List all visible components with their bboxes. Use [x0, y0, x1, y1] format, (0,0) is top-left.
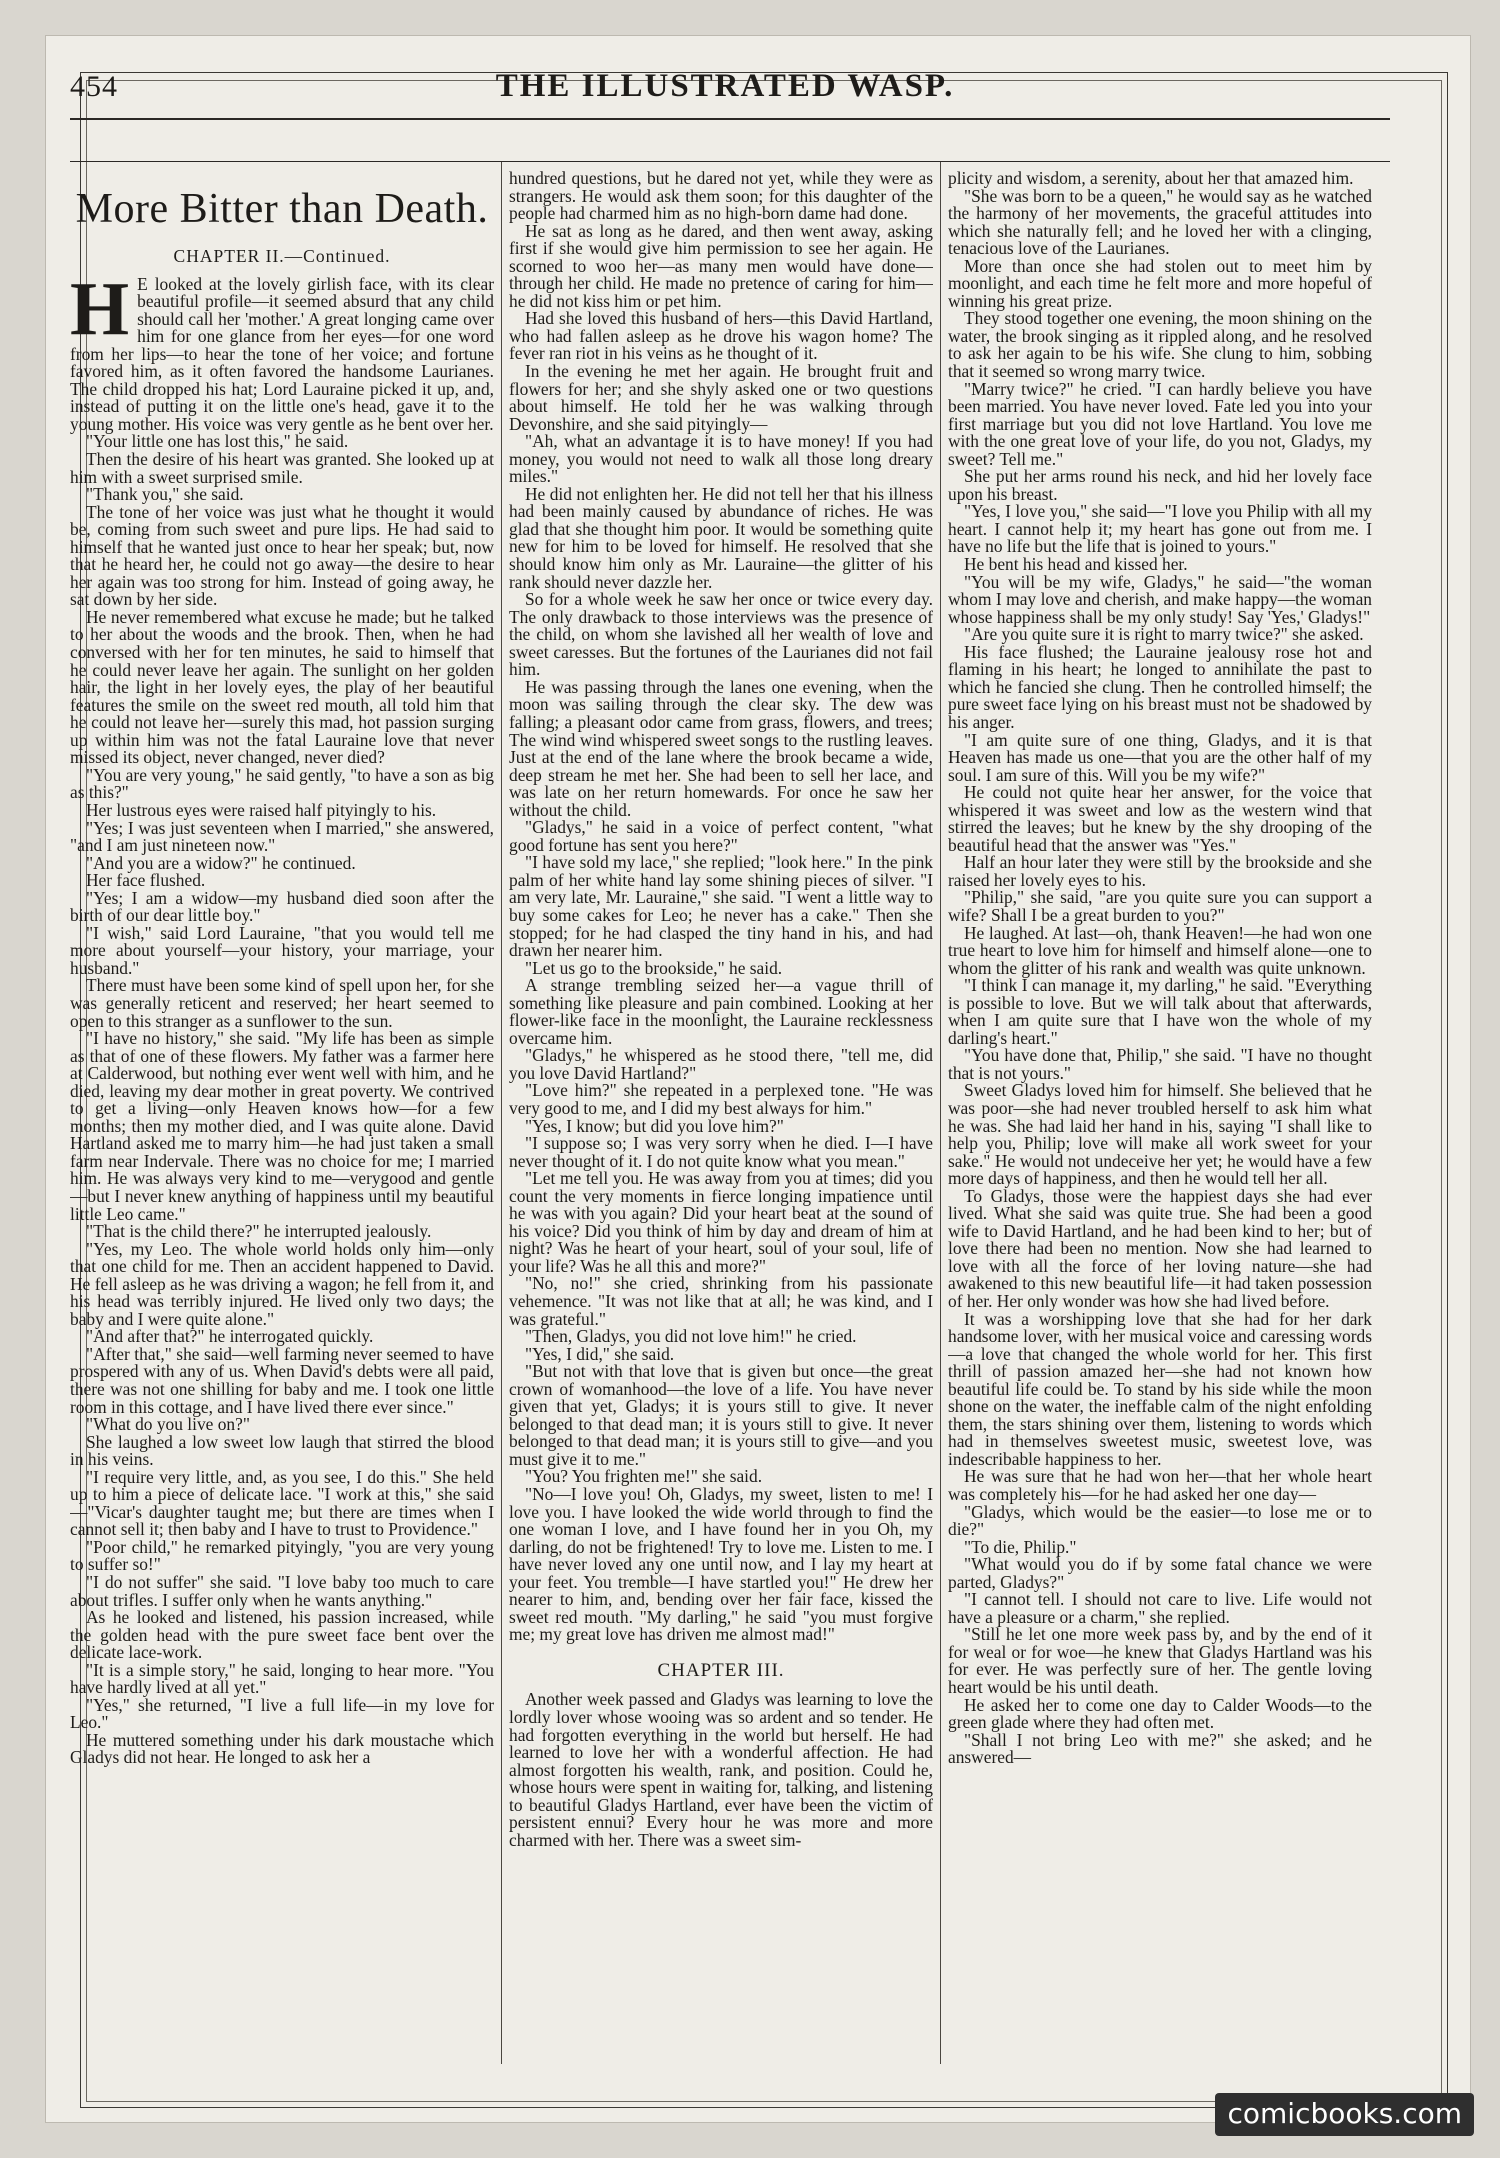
- paragraph: "And you are a widow?" he continued.: [86, 852, 356, 873]
- column-2-body: [509, 170, 933, 1644]
- chapter-heading: CHAPTER II.—Continued.: [173, 246, 391, 266]
- article-column-2: [509, 170, 933, 2066]
- paragraph: He was sure that he had won her—that her whole heart was completely his—for he had asked her one day—: [948, 1466, 1372, 1505]
- paragraph: She laughed a low sweet low laugh that stirred the blood in his veins.: [70, 1431, 494, 1470]
- paragraph: So for a whole week he saw her once or twice every day. The only drawback to those interviews was the presence of the child, on whom she lavished all her wealth of love and sweet caresses. But the fortunes of the Laurianes did not fail him.: [509, 589, 933, 680]
- paragraph: "Yes; I am a widow—my husband died soon after the birth of our dear little boy.": [70, 887, 494, 926]
- paragraph: "Yes," she returned, "I live a full life—in my love for Leo.": [70, 1694, 494, 1733]
- paragraph: As he looked and listened, his passion increased, while the golden head with the pure sweet face bent over the delicate lace-work.: [70, 1607, 494, 1663]
- paragraph: "You? You frighten me!" she said.: [525, 1466, 763, 1487]
- paragraph: "Marry twice?" he cried. "I can hardly believe you have been married. You have never loved. Fate led you into your first marriage but you did not love Hartland. You love me with the one great love of your life, do you not, Gladys, my sweet? Tell me.": [948, 378, 1372, 469]
- article-column-1: [70, 170, 494, 2066]
- paragraph: "It is a simple story," he said, longing to hear more. "You have hardly lived at all yet.": [70, 1659, 494, 1698]
- paragraph: He laughed. At last—oh, thank Heaven!—he had won one true heart to love him for himself and himself alone—one to whom the glitter of his rank and wealth was quite unknown.: [948, 922, 1372, 978]
- paragraph: "Yes, I know; but did you love him?": [525, 1115, 784, 1136]
- paragraph: In the evening he met her again. He brought fruit and flowers for her; and she shyly asked one or two questions about himself. He told her he was walking through Devonshire, and she said pityingly—: [509, 361, 933, 434]
- paragraph: Her face flushed.: [86, 870, 206, 891]
- paragraph-text: E looked at the lovely girlish face, with its clear beautiful profile—it seemed absurd that any child should call her 'mother.' A great longing came over him for one glance from her eyes—for one word from her lips—to hear the tone of her voice; and fortune favored him, as it often favored the handsome Laurianes. The child dropped his hat; Lord Lauraine picked it up, and, instead of putting it on the little one's head, gave it to the young mother. His voice was very gentle as he bent over her.: [70, 273, 494, 434]
- paragraph: A strange trembling seized her—a vague thrill of something like pleasure and pain combined. Looking at her flower-like face in the moonlight, the Lauraine recklessness overcame him.: [509, 975, 933, 1048]
- paragraph: "I require very little, and, as you see, I do this." She held up to him a piece of delicate lace. "I work at this," she said—"Vicar's daughter taught me; but there are times when I cannot sell it; then baby and I have to trust to Providence.": [70, 1466, 494, 1540]
- paragraph: "I have sold my lace," she replied; "look here." In the pink palm of her white hand lay some shining pieces of silver. "I am very late, Mr. Lauraine," she said. "I went a little way to buy some cakes for Leo; he never has a cake." Then she stopped; for he had clasped the tiny hand in his, and had drawn her nearer him.: [509, 852, 933, 961]
- paragraph: "Your little one has lost this," he said.: [86, 431, 349, 452]
- story-title: More Bitter than Death.: [75, 186, 489, 232]
- paragraph: He sat as long as he dared, and then went away, asking first if she would give him permission to see her again. He scorned to woo her—as many men would have done—through her child. He made no pretence of caring for him—he did not kiss him or pet him.: [509, 220, 933, 311]
- column-3-body: [948, 170, 1372, 1767]
- paragraph: "Still he let one more week pass by, and by the end of it for weal or for woe—he knew that Gladys Hartland was his for ever. He was perfectly sure of her. The gentle loving heart would be his until death.: [948, 1624, 1372, 1698]
- paragraph: He bent his head and kissed her.: [964, 554, 1188, 575]
- paragraph: They stood together one evening, the moon shining on the water, the brook singing as it rippled along, and he resolved to ask her again to be his wife. She clung to him, sobbing that it seemed so wrong marry twice.: [948, 308, 1372, 382]
- paragraph: hundred questions, but he dared not yet, while they were as strangers. He would ask them soon; for this daughter of the people had charmed him as no high-born dame had done.: [509, 170, 933, 224]
- masthead-title: THE ILLUSTRATED WASP.: [495, 68, 955, 104]
- paragraph: "Let me tell you. He was away from you at times; did you count the very moments in fierce longing impatience until he was with you again? Did your heart beat at the sound of his voice? Did you think of him by day and dream of him at night? Was he heart of your heart, soul of your soul, life of your life? Was he all this and more?": [509, 1168, 933, 1276]
- paragraph: She put her arms round his neck, and hid her lovely face upon his breast.: [948, 466, 1372, 504]
- paragraph: The tone of her voice was just what he thought it would be, coming from such sweet and pure lips. He had said to himself that he wanted just once to hear her speak; but, now that he heard her, he could not go away—the desire to hear her again was too strong for him. Instead of going away, he sat down by her side.: [70, 501, 494, 610]
- paragraph: "After that," she said—well farming never seemed to have prospered with any of us. When David's debts were all paid, there was not one shilling for baby and me. I took one little room in this cottage, and I have lived there ever since.": [70, 1343, 494, 1417]
- paragraph: "I do not suffer" she said. "I love baby too much to care about trifles. I suffer only when he wants anything.": [70, 1572, 494, 1610]
- paragraph: "No—I love you! Oh, Gladys, my sweet, listen to me! I love you. I have looked the wide world through to find the one woman I love, and I have found her in you Oh, my darling, do not be frightened! Try to love me. Listen to me. I have never loved any one until now, and I lay my heart at your feet. You tremble—I have startled you!" He drew her nearer to him, and, bending over her fair face, kissed the sweet red mouth. "My darling," he said "you must forgive me; my great love has driven me almost mad!": [509, 1484, 933, 1645]
- paragraph: More than once she had stolen out to meet him by moonlight, and each time he felt more and more hopeful of winning his great prize.: [948, 255, 1372, 311]
- paragraph: "Yes, I love you," she said—"I love you Philip with all my heart. I cannot help it; my heart has gone out from me. I have no life but the life that is joined to yours.": [948, 501, 1372, 557]
- paragraph: "And after that?" he interrogated quickly.: [86, 1326, 374, 1347]
- paragraph: Another week passed and Gladys was learning to love the lordly lover whose wooing was so ardent and so tender. He had forgotten everything in the world but herself. He had learned to love her with a wonderful affection. He had almost forgotten his wealth, rank, and position. Could he, whose hours were spent in waiting for, talking, and listening to beautiful Gladys Hartland, ever have been the victim of persistent ennui? Every hour he was more and more charmed with her. There was a sweet sim-: [509, 1689, 933, 1850]
- paragraph: "I have no history," she said. "My life has been as simple as that of one of these flowers. My father was a farmer here at Calderwood, but nothing ever went well with him, and he died, leaving my dear mother in great poverty. We contrived to get a living—only Heaven knows how—for a few months; then my mother died, and I was quite alone. David Hartland asked me to marry him—he had just taken a small farm near Indervale. There was no choice for me; I married him. He was always very kind to me—verygood and gentle—but I never knew anything of happiness until my beautiful little Leo came.": [70, 1028, 494, 1224]
- paragraph: To Gladys, those were the happiest days she had ever lived. What she said was quite true. She had been a good wife to David Hartland, and he had been kind to her; but of love there had been no mention. Now she had learned to love with all the force of her loving nature—she had awakened to this new beautiful life—it had taken possession of her. Her only wonder was how she had lived before.: [948, 1185, 1372, 1311]
- site-watermark: comicbooks.com: [1215, 2093, 1474, 2136]
- paragraph: "Then, Gladys, you did not love him!" he cried.: [525, 1326, 857, 1347]
- column-divider-1: [501, 162, 502, 2064]
- paragraph: He muttered something under his dark moustache which Gladys did not hear. He longed to ask her a: [70, 1729, 494, 1768]
- paragraph: "To die, Philip.": [964, 1536, 1077, 1557]
- paragraph: There must have been some kind of spell upon her, for she was generally reticent and reserved; her heart seemed to open to this stranger as a sunflower to the sun.: [70, 975, 494, 1031]
- paragraph: "Gladys," he said in a voice of perfect content, "what good fortune has sent you here?": [509, 817, 933, 855]
- paragraph: He never remembered what excuse he made; but he talked to her about the woods and the brook. Then, when he had conversed with her for ten minutes, he said to himself that he could never leave her again. The sunlight on her golden hair, the light in her lovely eyes, the play of her beautiful features the smile on the sweet red mouth, all told him that he could not leave her—surely this mad, hot passion surging up within him was not the fatal Lauraine love that never missed its object, never changed, never died?: [70, 606, 494, 768]
- paragraph: "Gladys," he whispered as he stood there, "tell me, did you love David Hartland?": [509, 1045, 933, 1083]
- paragraph: "Yes, my Leo. The whole world holds only him—only that one child for me. Then an accident happened to David. He fell asleep as he was driving a wagon; he fell from it, and his head was terribly injured. He lived only two days; the baby and I were quite alone.": [70, 1238, 494, 1329]
- paragraph: "Poor child," he remarked pityingly, "you are very young to suffer so!": [70, 1536, 494, 1575]
- paragraph: "Let us go to the brookside," he said.: [525, 957, 783, 978]
- paragraph: He was passing through the lanes one evening, when the moon was sailing through the clear sky. The dew was falling; a pleasant odor came from grass, flowers, and trees; The wind wind whispered sweet songs to the rustling leaves. Just at the end of the lane where the brook became a wide, deep stream he met her. She had been to sell her lace, and was late on her return homewards. For once he saw her without the child.: [509, 676, 933, 820]
- paragraph: "Thank you," she said.: [86, 484, 244, 505]
- page-number: 454: [70, 70, 118, 103]
- paragraph: "I cannot tell. I should not care to live. Life would not have a pleasure or a charm," she replied.: [948, 1589, 1372, 1627]
- paragraph: "That is the child there?" he interrupted jealously.: [86, 1221, 432, 1242]
- paragraph: "Philip," she said, "are you quite sure you can support a wife? Shall I be a great burden to you?": [948, 887, 1372, 925]
- paragraph: "I am quite sure of one thing, Gladys, and it is that Heaven has made us one—that you are the other half of my soul. I am sure of this. Will you be my wife?": [948, 729, 1372, 785]
- page-header: [70, 62, 1380, 114]
- paragraph: "You have done that, Philip," she said. "I have no thought that is not yours.": [948, 1045, 1372, 1083]
- paragraph: "But not with that love that is given but once—the great crown of womanhood—the love of a life. You have never given that yet, Gladys; it is yours still to give. It never belonged to that dead man; it is yours still to give. It never belonged to that dead man; it is yours still to give—and you must give it to me.": [509, 1361, 933, 1469]
- paragraph: "She was born to be a queen," he would say as he watched the harmony of her movements, the graceful attitudes into which she naturally fell; and he loved her with a clinging, tenacious love of the Laurianes.: [948, 185, 1372, 259]
- paragraph: Half an hour later they were still by the brookside and she raised her lovely eyes to his.: [948, 852, 1372, 890]
- paragraph: "Love him?" she repeated in a perplexed tone. "He was very good to me, and I did my best always for him.": [509, 1080, 933, 1118]
- paragraph: Had she loved this husband of hers—this David Hartland, who had fallen asleep as he drove his wagon home? The fever ran riot in his veins as he thought of it.: [509, 308, 933, 364]
- paragraph: It was a worshipping love that she had for her dark handsome lover, with her musical voice and caressing words—a love that changed the whole world for her. This first thrill of passion amazed her—she had not known how beautiful life could be. To stand by his side while the moon shone on the water, the ineffable calm of the night enfolding them, the stars shining over them, listening to words which had in themselves sweetest music, sweetest love, was indescribable happiness to her.: [948, 1308, 1372, 1469]
- paragraph: He could not quite hear her answer, for the voice that whispered it was sweet and low as the western wind that stirred the leaves; but he knew by the shy drooping of the beautiful head that the answer was "Yes.": [948, 782, 1372, 855]
- paragraph: "I suppose so; I was very sorry when he died. I—I have never thought of it. I do not quite know what you mean.": [509, 1133, 933, 1171]
- paragraph: [70, 266, 494, 434]
- paragraph: "Gladys, which would be the easier—to lose me or to die?": [948, 1501, 1372, 1540]
- paragraph: "What do you live on?": [86, 1414, 250, 1435]
- paragraph: Then the desire of his heart was granted. She looked up at him with a sweet surprised smile.: [70, 449, 494, 487]
- paragraph: "I think I can manage it, my darling," he said. "Everything is possible to love. But we will talk about that afterwards, when I am quite sure that I have won the whole of my darling's heart.": [948, 975, 1372, 1048]
- drop-cap: H: [70, 266, 130, 351]
- paragraph: "Yes; I was just seventeen when I married," she answered, "and I am just nineteen now.": [70, 817, 494, 856]
- paragraph: "Yes, I did," she said.: [525, 1343, 675, 1364]
- paragraph: plicity and wisdom, a serenity, about her that amazed him.: [948, 170, 1354, 188]
- paragraph: "Shall I not bring Leo with me?" she asked; and he answered—: [948, 1729, 1372, 1768]
- column-2-body-after: [509, 1691, 933, 1849]
- header-rule: [70, 118, 1390, 120]
- column-1-body: [70, 266, 494, 1768]
- paragraph: "You will be my wife, Gladys," he said—"the woman whom I may love and cherish, and make happy—the woman whose happiness shall be my only study! Say 'Yes,' Gladys!": [948, 571, 1372, 627]
- paragraph: His face flushed; the Lauraine jealousy rose hot and flaming in his heart; he longed to annihilate the past to which he fancied she clung. Then he controlled himself; the pure sweet face lying on his breast must not be shadowed by his anger.: [948, 641, 1372, 732]
- paragraph: He did not enlighten her. He did not tell her that his illness had been mainly caused by abundance of riches. He was glad that she thought him poor. It would be something quite new for him to be loved for himself. He resolved that she should know him only as Mr. Lauraine—the glitter of his rank should never dazzle her.: [509, 483, 933, 592]
- paragraph: "I wish," said Lord Lauraine, "that you would tell me more about yourself—your history, your marriage, your husband.": [70, 922, 494, 978]
- paragraph: "Ah, what an advantage it is to have money! If you had money, you would not need to walk all those long dreary miles.": [509, 431, 933, 487]
- paragraph: "What would you do if by some fatal chance we were parted, Gladys?": [948, 1554, 1372, 1592]
- article-column-3: [948, 170, 1372, 2066]
- paragraph: Her lustrous eyes were raised half pityingly to his.: [86, 799, 437, 820]
- paragraph: He asked her to come one day to Calder Woods—to the green glade where they had often met.: [948, 1694, 1372, 1733]
- chapter-3-heading: CHAPTER III.: [657, 1659, 785, 1681]
- column-divider-2: [940, 162, 941, 2064]
- paragraph: "You are very young," he said gently, "to have a son as big as this?": [70, 764, 494, 803]
- paragraph: "No, no!" she cried, shrinking from his passionate vehemence. "It was not like that at all; he was kind, and I was grateful.": [509, 1273, 933, 1329]
- paragraph: "Are you quite sure it is right to marry twice?" she asked.: [964, 624, 1364, 645]
- header-rule-lower: [70, 161, 1390, 162]
- paragraph: Sweet Gladys loved him for himself. She believed that he was poor—she had never troubled herself to ask him what he was. She had laid her hand in his, saying "I shall like to help you, Philip; love will make all work sweet for your sake." He would not undeceive her yet; he would have a few more days of happiness, and then he would tell her all.: [948, 1080, 1372, 1189]
